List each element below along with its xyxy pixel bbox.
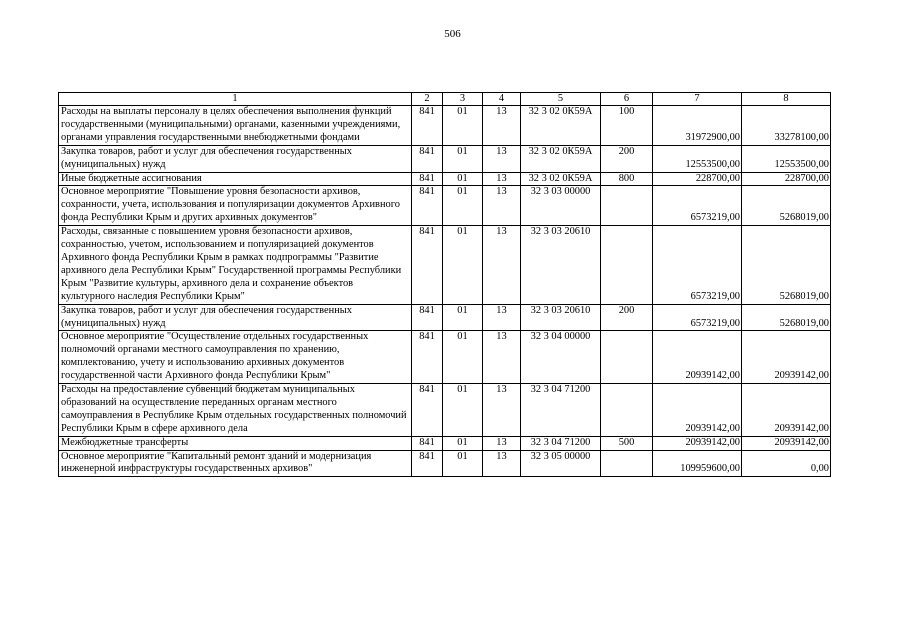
target-article-code: 32 3 03 00000 bbox=[521, 186, 601, 226]
ministry-code: 841 bbox=[412, 436, 443, 450]
ministry-code: 841 bbox=[412, 331, 443, 384]
expense-description: Иные бюджетные ассигнования bbox=[59, 172, 412, 186]
expense-description: Закупка товаров, работ и услуг для обеспечения государственных (муниципальных) нужд bbox=[59, 304, 412, 331]
amount-year-2: 20939142,00 bbox=[742, 436, 831, 450]
subsection-code: 13 bbox=[483, 186, 521, 226]
amount-year-2: 0,00 bbox=[742, 450, 831, 477]
table-row bbox=[59, 186, 831, 226]
page-number: 506 bbox=[444, 28, 461, 40]
amount-year-2: 5268019,00 bbox=[742, 304, 831, 331]
section-code: 01 bbox=[443, 331, 483, 384]
amount-year-1: 20939142,00 bbox=[653, 384, 742, 437]
expense-description: Межбюджетные трансферты bbox=[59, 436, 412, 450]
section-code: 01 bbox=[443, 172, 483, 186]
amount-year-1: 20939142,00 bbox=[653, 436, 742, 450]
header-cell: 6 bbox=[601, 93, 653, 106]
expense-type-code bbox=[601, 331, 653, 384]
header-cell: 5 bbox=[521, 93, 601, 106]
amount-year-2: 33278100,00 bbox=[742, 106, 831, 146]
ministry-code: 841 bbox=[412, 450, 443, 477]
subsection-code: 13 bbox=[483, 331, 521, 384]
expense-description: Расходы на предоставление субвенций бюджетам муниципальных образований на осуществление переданных органам местного самоуправления в Республике Крым отдельных государственных полномочий Республики Крым в сфере архивного дела bbox=[59, 384, 412, 437]
expense-type-code: 500 bbox=[601, 436, 653, 450]
subsection-code: 13 bbox=[483, 304, 521, 331]
amount-year-2: 5268019,00 bbox=[742, 186, 831, 226]
ministry-code: 841 bbox=[412, 384, 443, 437]
header-row bbox=[59, 93, 831, 106]
target-article-code: 32 3 02 0К59А bbox=[521, 106, 601, 146]
budget-table bbox=[58, 92, 831, 477]
section-code: 01 bbox=[443, 384, 483, 437]
table-row bbox=[59, 145, 831, 172]
section-code: 01 bbox=[443, 450, 483, 477]
ministry-code: 841 bbox=[412, 172, 443, 186]
ministry-code: 841 bbox=[412, 106, 443, 146]
section-code: 01 bbox=[443, 186, 483, 226]
table-row bbox=[59, 172, 831, 186]
expense-description: Расходы на выплаты персоналу в целях обеспечения выполнения функций государственными (муниципальными) органами, казенными учреждениями, органами управления государственными внебюджетными фондами bbox=[59, 106, 412, 146]
section-code: 01 bbox=[443, 106, 483, 146]
subsection-code: 13 bbox=[483, 106, 521, 146]
ministry-code: 841 bbox=[412, 145, 443, 172]
target-article-code: 32 3 04 71200 bbox=[521, 384, 601, 437]
amount-year-1: 20939142,00 bbox=[653, 331, 742, 384]
target-article-code: 32 3 02 0К59А bbox=[521, 145, 601, 172]
target-article-code: 32 3 03 20610 bbox=[521, 304, 601, 331]
table-row bbox=[59, 304, 831, 331]
expense-type-code: 200 bbox=[601, 304, 653, 331]
expense-description: Основное мероприятие "Осуществление отдельных государственных полномочий органами местного самоуправления по хранению, комплектованию, учету и использованию архивных документов государственной части Архивного фонда Республики Крым" bbox=[59, 331, 412, 384]
table-row bbox=[59, 106, 831, 146]
expense-type-code bbox=[601, 450, 653, 477]
expense-type-code bbox=[601, 226, 653, 304]
expense-description: Расходы, связанные с повышением уровня безопасности архивов, сохранностью, учетом, использованием и популяризацией документов Архивного фонда Республики Крым в рамках подпрограммы "Развитие архивного дела Республики Крым" Государственной программы Республики Крым "Развитие культуры, архивного дела и сохранение объектов культурного наследия Республики Крым" bbox=[59, 226, 412, 304]
subsection-code: 13 bbox=[483, 450, 521, 477]
expense-description: Основное мероприятие "Капитальный ремонт зданий и модернизация инженерной инфраструктуры государственных архивов" bbox=[59, 450, 412, 477]
amount-year-1: 6573219,00 bbox=[653, 226, 742, 304]
section-code: 01 bbox=[443, 436, 483, 450]
amount-year-2: 20939142,00 bbox=[742, 384, 831, 437]
expense-description: Основное мероприятие "Повышение уровня безопасности архивов, сохранности, учета, использования и популяризации документов Архивного фонда Республики Крым и других архивных документов" bbox=[59, 186, 412, 226]
expense-type-code bbox=[601, 186, 653, 226]
subsection-code: 13 bbox=[483, 384, 521, 437]
expense-type-code bbox=[601, 384, 653, 437]
header-cell: 1 bbox=[59, 93, 412, 106]
header-cell: 3 bbox=[443, 93, 483, 106]
ministry-code: 841 bbox=[412, 186, 443, 226]
amount-year-1: 6573219,00 bbox=[653, 186, 742, 226]
target-article-code: 32 3 03 20610 bbox=[521, 226, 601, 304]
ministry-code: 841 bbox=[412, 226, 443, 304]
amount-year-1: 12553500,00 bbox=[653, 145, 742, 172]
section-code: 01 bbox=[443, 226, 483, 304]
subsection-code: 13 bbox=[483, 145, 521, 172]
target-article-code: 32 3 02 0К59А bbox=[521, 172, 601, 186]
subsection-code: 13 bbox=[483, 226, 521, 304]
header-cell: 4 bbox=[483, 93, 521, 106]
ministry-code: 841 bbox=[412, 304, 443, 331]
amount-year-1: 31972900,00 bbox=[653, 106, 742, 146]
subsection-code: 13 bbox=[483, 172, 521, 186]
table-row bbox=[59, 436, 831, 450]
table-row bbox=[59, 226, 831, 304]
amount-year-2: 5268019,00 bbox=[742, 226, 831, 304]
amount-year-2: 228700,00 bbox=[742, 172, 831, 186]
target-article-code: 32 3 04 71200 bbox=[521, 436, 601, 450]
target-article-code: 32 3 04 00000 bbox=[521, 331, 601, 384]
subsection-code: 13 bbox=[483, 436, 521, 450]
header-cell: 7 bbox=[653, 93, 742, 106]
expense-type-code: 200 bbox=[601, 145, 653, 172]
header-cell: 8 bbox=[742, 93, 831, 106]
amount-year-1: 109959600,00 bbox=[653, 450, 742, 477]
expense-type-code: 800 bbox=[601, 172, 653, 186]
expense-description: Закупка товаров, работ и услуг для обеспечения государственных (муниципальных) нужд bbox=[59, 145, 412, 172]
amount-year-1: 6573219,00 bbox=[653, 304, 742, 331]
target-article-code: 32 3 05 00000 bbox=[521, 450, 601, 477]
table-row bbox=[59, 384, 831, 437]
section-code: 01 bbox=[443, 304, 483, 331]
table-row bbox=[59, 450, 831, 477]
table-row bbox=[59, 331, 831, 384]
expense-type-code: 100 bbox=[601, 106, 653, 146]
header-cell: 2 bbox=[412, 93, 443, 106]
amount-year-2: 20939142,00 bbox=[742, 331, 831, 384]
section-code: 01 bbox=[443, 145, 483, 172]
amount-year-1: 228700,00 bbox=[653, 172, 742, 186]
amount-year-2: 12553500,00 bbox=[742, 145, 831, 172]
